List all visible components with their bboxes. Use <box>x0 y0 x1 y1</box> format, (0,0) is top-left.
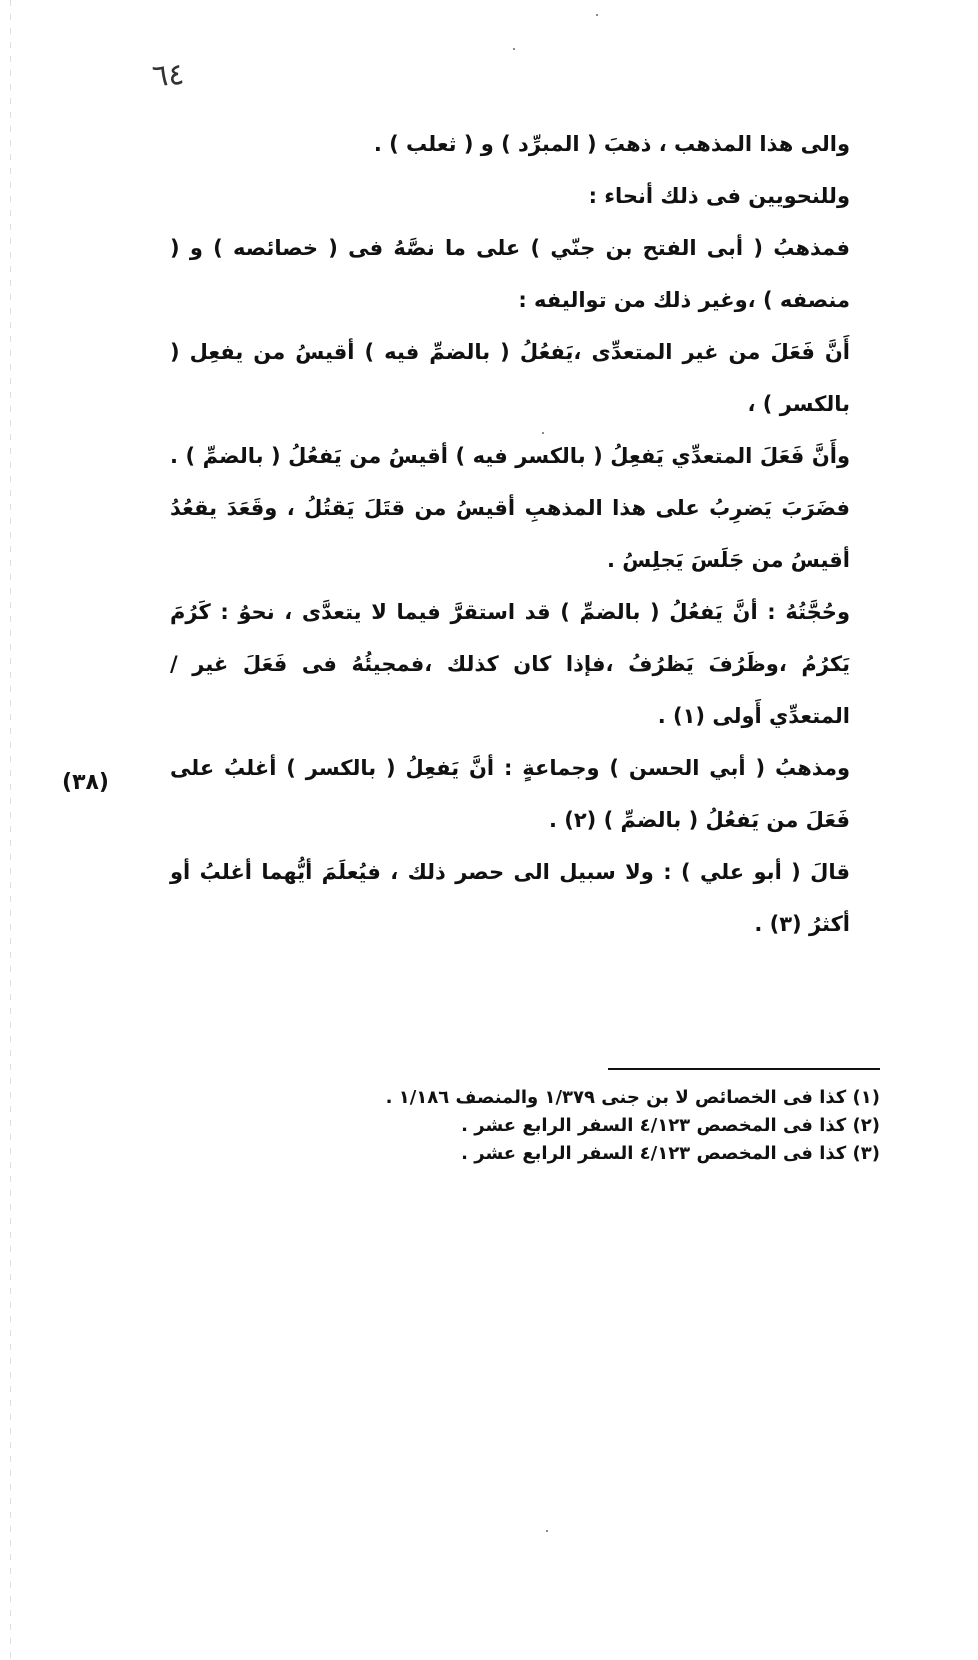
scan-speck <box>546 1530 548 1532</box>
paragraph: وللنحويين فى ذلك أنحاء : <box>588 184 850 208</box>
footnote-separator <box>608 1068 880 1070</box>
footnote: (٢) كذا فى المخصص ٤/١٢٣ السفر الرابع عشر . <box>461 1115 880 1136</box>
footnotes <box>200 1084 880 1168</box>
paragraph: قالَ ( أبو علي ) : ولا سبيل الى حصر ذلك ، فيُعلَمَ أيُّهما أغلبُ أو أكثرُ (٣) . <box>170 860 850 936</box>
margin-reference-number: (٣٨) <box>62 770 109 795</box>
scan-speck <box>596 14 598 16</box>
paragraph: وحُجَّتُهُ : أنَّ يَفعُلُ ( بالضمِّ ) قد استقرَّ فيما لا يتعدَّى ، نحوُ : كَرُمَ يَكرُمُ ،وظَرُفَ يَظرُفُ ،فإذا كان كذلك ،فمجيئُهُ فى فَعَلَ غير / المتعدِّي أَولى (١) . <box>170 600 850 728</box>
footnote: (١) كذا فى الخصائص لا بن جنى ١/٣٧٩ والمنصف ١/١٨٦ . <box>385 1087 880 1108</box>
paragraph: فمذهبُ ( أبى الفتح بن جنّي ) على ما نصَّهُ فى ( خصائصه ) و ( منصفه ) ،وغير ذلك من تواليفه : <box>170 236 850 312</box>
page-number: ٦٤ <box>150 56 186 95</box>
paragraph: ومذهبُ ( أبي الحسن ) وجماعةٍ : أنَّ يَفعِلُ ( بالكسر ) أغلبُ على فَعَلَ من يَفعُلُ ( بالضمِّ ) (٢) . <box>170 756 850 832</box>
scan-speck <box>513 48 515 50</box>
footnote: (٣) كذا فى المخصص ٤/١٢٣ السفر الرابع عشر . <box>461 1143 880 1164</box>
paragraph: وأَنَّ فَعَلَ المتعدِّي يَفعِلُ ( بالكسر فيه ) أقيسُ من يَفعُلُ ( بالضمِّ ) . فضَرَبَ يَضرِبُ على هذا المذهبِ أقيسُ من قتَلَ يَقتُلُ ، وقَعَدَ يقعُدُ أقيسُ من جَلَسَ يَجلِسُ . <box>170 444 850 572</box>
paragraph: أَنَّ فَعَلَ من غير المتعدِّى ،يَفعُلُ ( بالضمِّ فيه ) أقيسُ من يفعِل ( بالكسر ) ، <box>170 340 850 416</box>
main-text <box>170 118 890 950</box>
paragraph: والى هذا المذهب ، ذهبَ ( المبرِّد ) و ( ثعلب ) . <box>373 132 850 156</box>
scan-edge-artifact <box>10 0 11 1660</box>
